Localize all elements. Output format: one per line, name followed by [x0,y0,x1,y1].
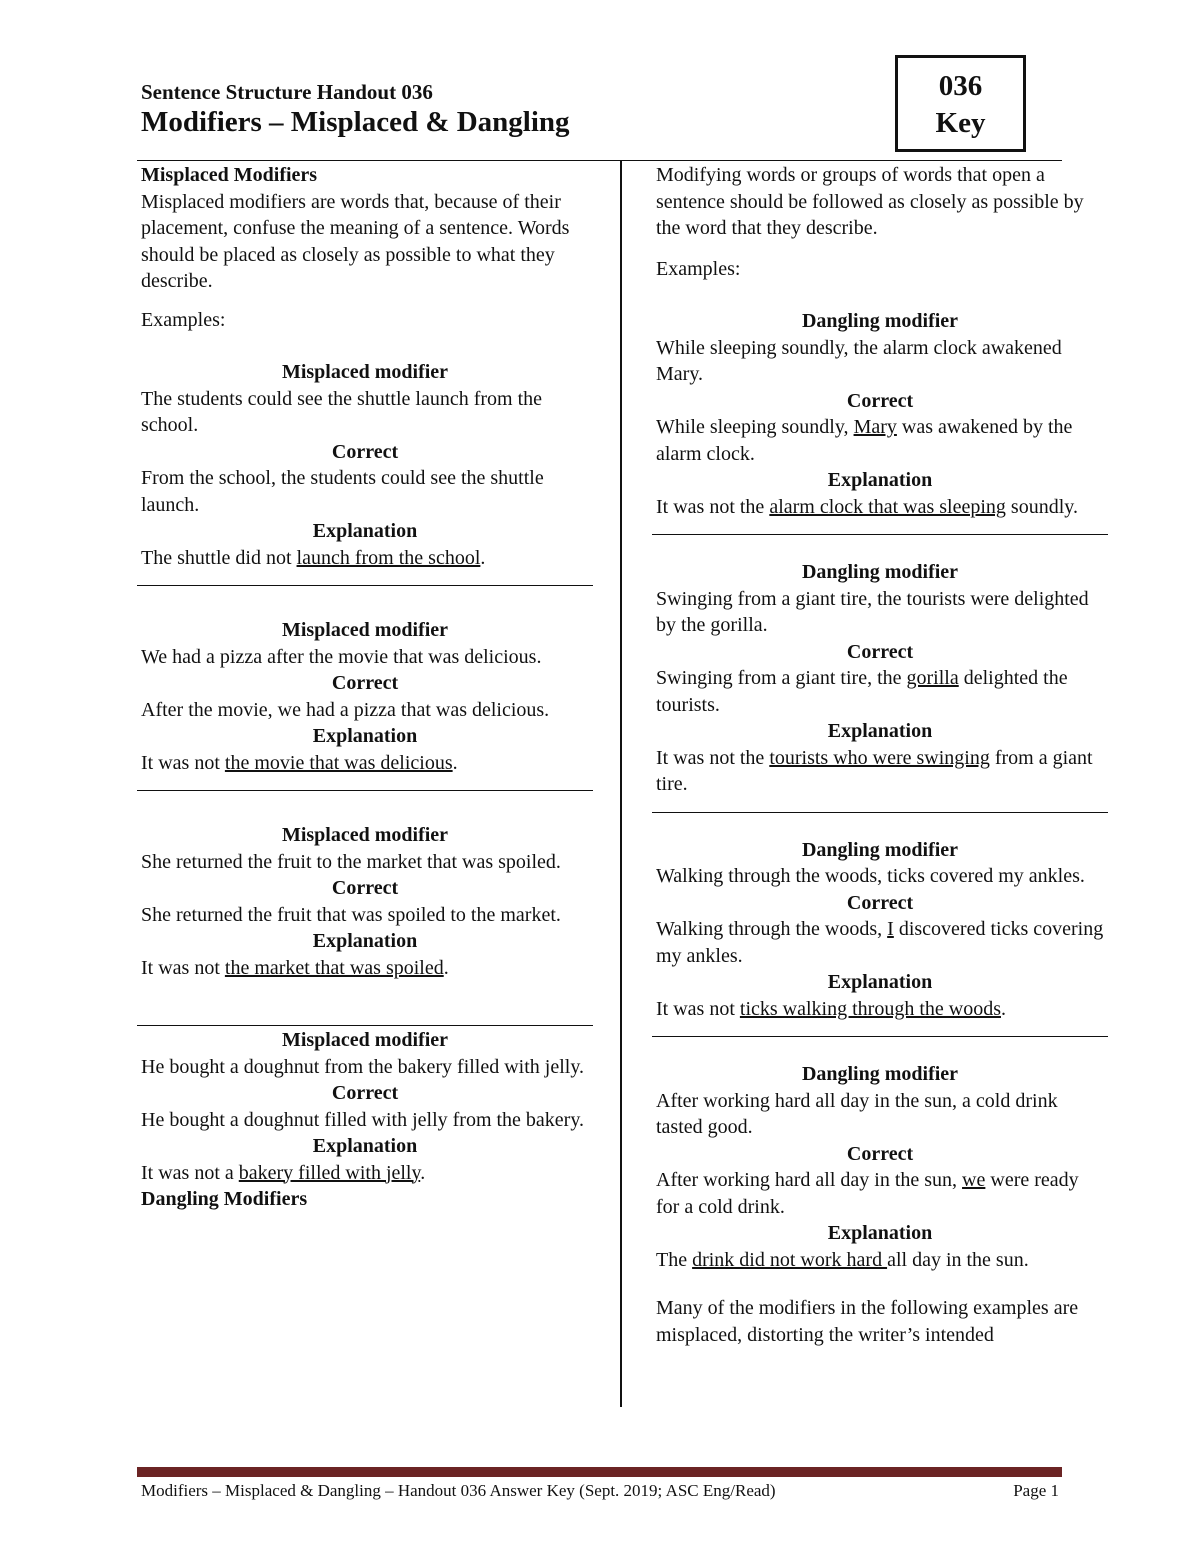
explanation-text: The drink did not work hard all day in the sun. [656,1248,1029,1271]
examples-label: Examples: [656,257,741,280]
example-title: Dangling modifier [801,1063,959,1085]
example-title: Misplaced modifier [281,361,449,383]
underlined-phrase: launch from the school [296,546,481,569]
misplaced-example-2 [141,617,589,776]
section-separator [652,1036,1108,1037]
correct-label: Correct [331,440,399,463]
explanation-label: Explanation [827,1222,933,1244]
correct-sentence: After working hard all day in the sun, we were ready for a cold drink. [656,1169,1079,1218]
underlined-word: Mary [853,416,897,438]
left-column [141,162,589,1213]
correct-label: Correct [331,1082,399,1104]
example-title: Misplaced modifier [281,619,449,641]
dangling-heading: Dangling Modifiers [141,1188,308,1210]
column-divider [620,161,622,1407]
underlined-word: I [887,918,894,940]
misplaced-intro: Misplaced modifiers are words that, because of their placement, confuse the meaning of a sentence. Words should be placed as closely as possible to what they describe. [141,190,570,292]
explanation-label: Explanation [827,971,933,993]
underlined-phrase: alarm clock that was sleeping [769,495,1006,518]
dangling-example-4 [656,1061,1104,1273]
footer-bar [137,1467,1062,1477]
underlined-word: gorilla [906,667,959,689]
footer-text: Modifiers – Misplaced & Dangling – Handout 036 Answer Key (Sept. 2019; ASC Eng/Read) [141,1481,776,1500]
correct-sentence: From the school, the students could see the shuttle launch. [141,467,544,516]
right-column [656,162,1104,1348]
examples-label: Examples: [141,308,226,331]
closing-paragraph: Many of the modifiers in the following examples are misplaced, distorting the writer’s intended [656,1297,1079,1346]
underlined-phrase: tourists who were swinging [769,746,990,769]
correct-sentence: He bought a doughnut filled with jelly from the bakery. [141,1108,585,1131]
misplaced-heading: Misplaced Modifiers [141,164,318,186]
underlined-phrase: drink did not work hard [692,1248,888,1271]
example-sentence: He bought a doughnut from the bakery filled with jelly. [141,1055,585,1078]
answer-key-box [895,55,1026,152]
explanation-label: Explanation [312,725,418,747]
correct-sentence: While sleeping soundly, Mary was awakened by the alarm clock. [656,416,1073,465]
handout-subtitle: Sentence Structure Handout 036 [141,80,433,104]
key-label: Key [935,107,986,139]
explanation-text: It was not ticks walking through the woods. [656,997,1006,1020]
underlined-phrase: bakery filled with jelly [238,1161,421,1184]
explanation-text: The shuttle did not launch from the school. [141,546,486,569]
section-separator [652,534,1108,535]
section-separator [137,790,593,791]
underlined-word: we [962,1169,986,1191]
example-title: Misplaced modifier [281,824,449,846]
page-number: Page 1 [1013,1481,1059,1500]
explanation-text: It was not the tourists who were swinging from a giant tire. [656,746,1093,795]
dangling-example-1 [656,308,1104,520]
example-sentence: Walking through the woods, ticks covered my ankles. [656,865,1085,887]
underlined-phrase: the movie that was delicious [224,751,453,774]
correct-label: Correct [846,640,914,663]
example-sentence: We had a pizza after the movie that was delicious. [141,645,542,668]
explanation-label: Explanation [312,1135,418,1157]
example-sentence: After working hard all day in the sun, a cold drink tasted good. [656,1089,1058,1138]
correct-sentence: Swinging from a giant tire, the gorilla delighted the tourists. [656,667,1068,716]
example-sentence: She returned the fruit to the market that was spoiled. [141,850,561,873]
example-title: Misplaced modifier [281,1029,449,1051]
example-sentence: Swinging from a giant tire, the tourists were delighted by the gorilla. [656,587,1089,636]
example-title: Dangling modifier [801,310,959,332]
correct-label: Correct [846,389,914,412]
example-title: Dangling modifier [801,561,959,583]
explanation-text: It was not the movie that was delicious. [141,751,458,774]
dangling-intro: Modifying words or groups of words that open a sentence should be followed as closely as possible by the word that they describe. [656,164,1084,239]
underlined-phrase: the market that was spoiled [224,956,444,979]
correct-sentence: Walking through the woods, I discovered ticks covering my ankles. [656,918,1104,967]
section-separator [137,1025,593,1026]
correct-label: Correct [846,891,914,914]
misplaced-example-3 [141,822,589,981]
explanation-label: Explanation [312,520,418,542]
correct-label: Correct [331,672,399,694]
footer [141,1481,1059,1501]
dangling-example-3 [656,837,1104,1023]
explanation-label: Explanation [827,720,933,742]
handout-title: Modifiers – Misplaced & Dangling [141,106,570,138]
explanation-label: Explanation [312,930,418,952]
correct-sentence: She returned the fruit that was spoiled to the market. [141,903,561,926]
example-title: Dangling modifier [801,838,959,861]
explanation-text: It was not the alarm clock that was sleeping soundly. [656,495,1078,518]
correct-sentence: After the movie, we had a pizza that was delicious. [141,698,550,721]
section-separator [652,812,1108,813]
explanation-text: It was not a bakery filled with jelly. [141,1161,426,1184]
explanation-label: Explanation [827,469,933,491]
correct-label: Correct [846,1142,914,1165]
section-separator [137,585,593,586]
misplaced-example-1 [141,359,589,571]
underlined-phrase: ticks walking through the woods [739,997,1001,1020]
example-sentence: The students could see the shuttle launch from the school. [141,387,543,436]
explanation-text: It was not the market that was spoiled. [141,956,449,979]
example-sentence: While sleeping soundly, the alarm clock awakened Mary. [656,336,1062,385]
correct-label: Correct [331,877,399,899]
key-number: 036 [938,70,983,102]
misplaced-example-4 [141,1027,589,1186]
dangling-example-2 [656,559,1104,798]
header-rule [137,160,1062,161]
